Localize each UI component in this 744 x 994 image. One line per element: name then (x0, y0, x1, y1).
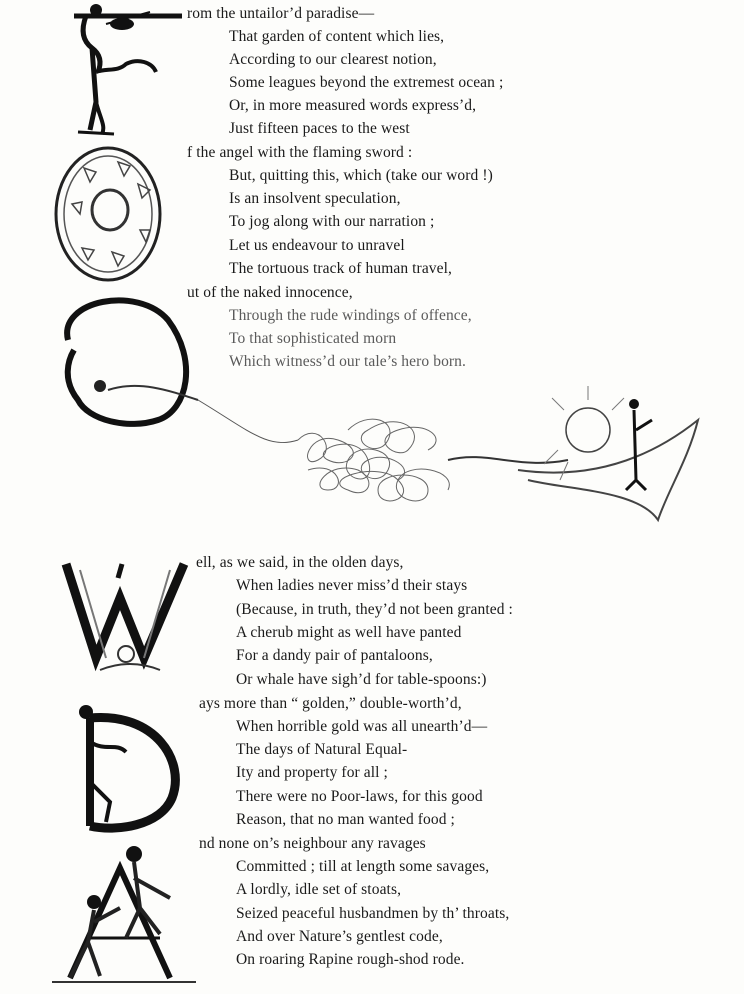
illuminated-initial-w-acrobats (60, 558, 196, 688)
stanza1-line-13: ut of the naked innocence, (187, 284, 353, 301)
stanza2-line-3: (Because, in truth, they’d not been granted : (236, 601, 513, 618)
stanza2-line-2: When ladies never miss’d their stays (236, 577, 468, 594)
stanza1-line-4: Some leagues beyond the extremest ocean ; (229, 74, 504, 91)
stanza1-line-1: rom the untailor’d paradise— (187, 5, 375, 22)
stanza1-line-15: To that sophisticated morn (229, 330, 397, 347)
stanza2-line-10: Ity and property for all ; (236, 764, 388, 781)
stanza1-line-8: But, quitting this, which (take our word !) (229, 167, 493, 184)
stanza2-line-7: ays more than “ golden,” double-worth’d, (199, 695, 462, 712)
stanza2-line-16: Seized peaceful husbandmen by th’ throats, (236, 905, 510, 922)
stanza2-line-12: Reason, that no man wanted food ; (236, 811, 455, 828)
stanza2-line-11: There were no Poor-laws, for this good (236, 788, 483, 805)
stanza2-line-13: nd none on’s neighbour any ravages (199, 835, 426, 852)
stanza2-line-4: A cherub might as well have panted (236, 624, 462, 641)
stanza1-line-9: Is an insolvent speculation, (229, 190, 401, 207)
stanza1-line-12: The tortuous track of human travel, (229, 260, 453, 277)
stanza2-line-8: When horrible gold was all unearth’d— (236, 718, 488, 735)
stanza2-line-9: The days of Natural Equal- (236, 741, 408, 758)
stanza1-line-5: Or, in more measured words express’d, (229, 97, 477, 114)
stanza1-line-3: According to our clearest notion, (229, 51, 437, 68)
illuminated-initial-o-scribble (48, 290, 708, 540)
stanza1-line-11: Let us endeavour to unravel (229, 237, 405, 254)
stanza1-line-16: Which witness’d our tale’s hero born. (229, 353, 467, 370)
illuminated-initial-f-fiddler (66, 2, 190, 138)
stanza1-line-7: f the angel with the flaming sword : (187, 144, 413, 161)
stanza1-line-10: To jog along with our narration ; (229, 213, 435, 230)
stanza2-line-6: Or whale have sigh’d for table-spoons:) (236, 671, 487, 688)
illuminated-initial-a-fighters (50, 838, 198, 986)
stanza2-line-15: A lordly, idle set of stoats, (236, 881, 402, 898)
stanza2-line-1: ell, as we said, in the olden days, (196, 554, 404, 571)
illuminated-initial-o-wheel (52, 144, 164, 284)
stanza1-line-6: Just fifteen paces to the west (229, 120, 410, 137)
stanza1-line-2: That garden of content which lies, (229, 28, 445, 45)
stanza2-line-17: And over Nature’s gentlest code, (236, 928, 443, 945)
stanza2-line-18: On roaring Rapine rough-shod rode. (236, 951, 465, 968)
stanza1-line-14: Through the rude windings of offence, (229, 307, 472, 324)
stanza2-line-14: Committed ; till at length some savages, (236, 858, 490, 875)
stanza2-line-5: For a dandy pair of pantaloons, (236, 647, 433, 664)
illuminated-initial-d-figure (66, 702, 188, 836)
